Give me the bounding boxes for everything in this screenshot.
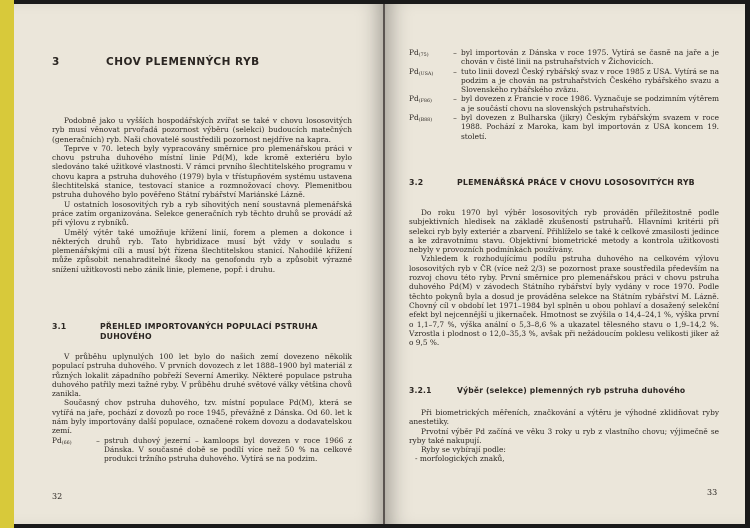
book-edge-yellow (0, 0, 14, 528)
criteria-list (409, 454, 719, 463)
page-number: 33 (707, 488, 718, 497)
right-page (385, 4, 745, 524)
left-page (14, 4, 384, 524)
pd-label: $Pd_{(F86)}$ (409, 94, 432, 105)
page-number: 32 (52, 492, 63, 501)
section-title: PŘEHLED IMPORTOVANÝCH POPULACÍ PSTRUHA DUHOVÉHO (100, 322, 318, 341)
section-heading (409, 178, 719, 188)
pd-entry: $Pd_{(F86)}$ – byl dovezen z Francie v roce 1986. Vyznačuje se podzimním výtěrem a je součástí chovu na slovenských pstruhařstvích. (409, 94, 719, 113)
chapter-heading (52, 56, 260, 68)
pd-entry: $Pd_{(B88)}$ – byl dovezen z Bulharska (jikry) Českým rybářským svazem v roce 1988. Pochází z Maroka, kam byl importován z USA koncem 19. století. (409, 113, 719, 141)
pd-label: $Pd_{(75)}$ (409, 48, 429, 58)
pd-label: $Pd_{(B88)}$ (409, 113, 433, 124)
section-title: PLEMENÁŘSKÁ PRÁCE V CHOVU LOSOSOVITÝCH RYB (457, 178, 695, 187)
pd-text: byl dovezen z Bulharska (jikry) Českým rybářským svazem v roce 1988. Pochází z Maroka, kam byl importován z USA koncem 19. století. (461, 113, 719, 141)
paragraph: U ostatních lososovitých ryb a ryb síhovitých není soustavná plemenářská práce zatím organizována. Selekce generačních ryb těchto druhů se provádí až při výlovu z rybníků. (52, 199, 352, 228)
paragraph: Vzhledem k rozhodujícímu podílu pstruha duhového na celkovém výlovu lososovitých ryb v ČR (více než 2/3) se pozornost praxe soustředila především na rozvoj chovu této ryby. První směrnice pro plemenářskou práci v chovu pstruha duhového Pd(M) v závodech Státního rybářství byly vydány v roce 1970. Podle těchto pokynů byla a dosud je prováděna selekce na Státním rybářství M. Lázně. Chovný cíl v období let 1971–1984 byl splněn u obou pohlaví a dosažený selekční efekt byl nejcennější u jikernaček. Hmotnost se zvýšila o 14,4–24,1 %, výška první o 1,1–7,7 %, výška anální o 5,3–8,6 % a ukazatel tělesného stavu o 1,9–14,2 %. Vzrostla i plodnost o 12,0–35,3 %, avšak při nežádoucím poklesu velikosti jiker až o 9,5 %. (409, 254, 719, 348)
pd-label: $Pd_{(USA)}$ (409, 66, 434, 77)
pd-label: $Pd_{(66)}$ (52, 435, 72, 446)
paragraph: Prvotní výběr Pd začíná ve věku 3 roky u ryb z vlastního chovu; výjimečně se ryby také nakupují. (409, 426, 719, 445)
pd-entry: $Pd_{(66)}$ – pstruh duhový jezerní – kamloops byl dovezen v roce 1966 z Dánska. V současné době se podílí více než 50 % na celkové produkci tržního pstruha duhového. Vytírá se na podzim. (52, 435, 352, 464)
pd-text: tuto linii dovezl Český rybářský svaz v roce 1985 z USA. Vytírá se na podzim a je chován na pstruhařstvích Českého rybářského svazu a Slovenského rybářského zväzu. (461, 66, 719, 95)
pd-text: pstruh duhový jezerní – kamloops byl dovezen v roce 1966 z Dánska. V současné době se podílí více než 50 % na celkové produkci tržního pstruha duhového. Vytírá se na podzim. (104, 435, 352, 464)
section-heading (52, 322, 352, 342)
subsection-heading (409, 386, 719, 396)
section-number: 3.2 (409, 178, 424, 187)
pd-text: byl dovezen z Francie v roce 1986. Vyznačuje se podzimním výtěrem a je součástí chovu na slovenských pstruhařstvích. (461, 94, 719, 113)
pd-entry: $Pd_{(75)}$ – byl importován z Dánska v roce 1975. Vytírá se časně na jaře a je chován v čisté linii na pstruhařstvích v Žichovicích. (409, 48, 719, 67)
pd-entry: $Pd_{(USA)}$ – tuto linii dovezl Český rybářský svaz v roce 1985 z USA. Vytírá se na podzim a je chován na pstruhařstvích Českého rybářského svazu a Slovenského rybářského zväzu. (409, 66, 719, 95)
pd-text: byl importován z Dánska v roce 1975. Vytírá se časně na jaře a je chován v čisté linii na pstruhařstvích v Žichovicích. (461, 48, 719, 67)
paragraph: Teprve v 70. letech byly vypracovány směrnice pro plemenářskou práci v chovu pstruha duhového místní linie Pd(M), kde kromě exteriéru bylo sledováno také užitkové vlastnosti. V rámci prvního šlechtitelského programu v chovu kapra a pstruha duhového (1979) byla v třístupňovém systému ustavena šlechtitelská stanice, testovací stanice a rozmnožovací chovy. Plemenitbou pstruha duhového bylo pověřeno Státní rybářství Mariánské Lázně. (52, 143, 352, 200)
subsection-number: 3.2.1 (409, 386, 432, 395)
chapter-number: 3 (52, 56, 60, 68)
paragraph: Podobně jako u vyšších hospodářských zvířat se také v chovu lososovitých ryb musí věnovat prvořadá pozornost výběru (selekci) budoucích matečných (generačních) ryb. Naši chovatelé soustředili pozornost nejdříve na kapra. (52, 116, 352, 144)
chapter-title: CHOV PLEMENNÝCH RYB (106, 56, 260, 68)
paragraph: Ryby se vybírají podle: (421, 445, 506, 455)
paragraph: Současný chov pstruha duhového, tzv. místní populace Pd(M), která se vytířá na jaře, pochází z dovozů po roce 1945, převážně z Dánska. Od 60. let k nám byly importovány další populace, označené rokem dovozu a dodavatelskou zemí. (52, 398, 352, 436)
list-item: - morfologických znaků, (415, 454, 719, 463)
section-number: 3.1 (52, 322, 67, 331)
subsection-title: Výběr (selekce) plemenných ryb pstruha duhového (457, 386, 686, 395)
paragraph: V průběhu uplynulých 100 let bylo do našich zemí dovezeno několik populací pstruha duhového. V prvních dovozech z let 1888–1900 byl materiál z různých lokalit západního pobřeží Severní Ameriky. Některé populace pstruha duhového patřily mezi tažné ryby. V průběhu druhé světové války většina chovů zanikla. (52, 352, 352, 399)
paragraph: Při biometrických měřeních, značkování a výtěru je výhodné zklidňovat ryby anestetiky. (409, 408, 719, 427)
paragraph: Umělý výtěr také umožňuje křížení linií, forem a plemen a dokonce i některých druhů ryb. Tato hybridizace musí být vždy v souladu s plemenářskými cíli a musí být řízena šlechtitelskou stanicí. Nahodilé křížení může způsobit nenahraditelné škody na genofondu ryb a způsobit výrazné snížení užitkovosti nebo zánik linie, plemene, popř. i druhu. (52, 227, 352, 274)
paragraph: Do roku 1970 byl výběr lososovitých ryb prováděn příležitostně podle subjektivních hledisek na základě zkušeností pstruhařů. Hlavními kritérii při selekci ryb byly exteriér a zbarvení. Přihlíželo se také k celkové zmasilosti jedince a ke zdravotnímu stavu. Objektivní biometrické metody a kontrola užitkovosti nebyly v provozních podmínkách používány. (409, 208, 719, 255)
